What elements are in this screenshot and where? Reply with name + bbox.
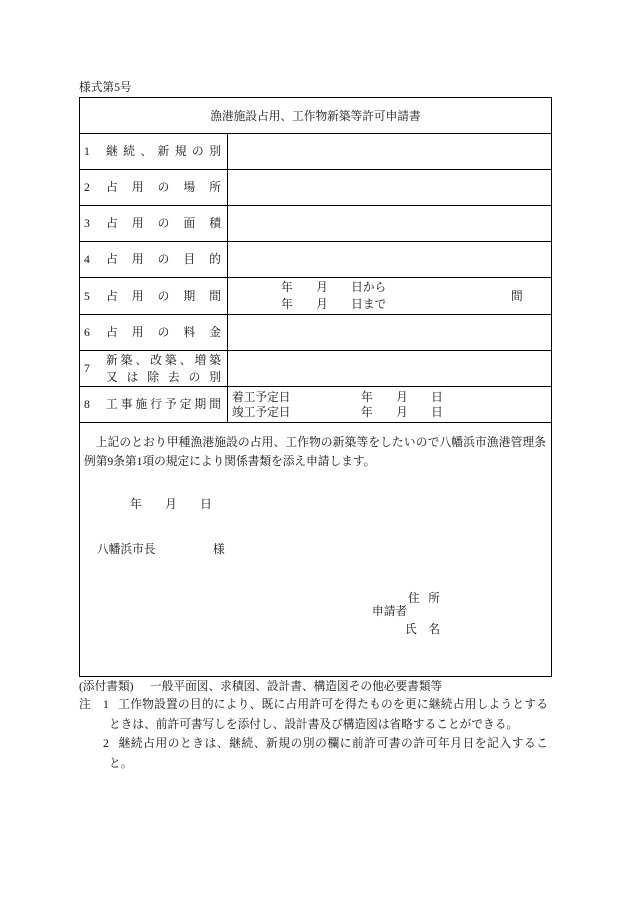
row-label-cell bbox=[80, 170, 228, 205]
label-char: 間 bbox=[209, 398, 221, 411]
label-char: 用 bbox=[131, 289, 144, 303]
row-label-cell bbox=[80, 387, 228, 422]
occupancy-period-value bbox=[228, 278, 551, 314]
row-label-line1 bbox=[106, 352, 221, 369]
row-label bbox=[106, 396, 221, 413]
row-number: 2 bbox=[84, 181, 90, 194]
row-label-cell bbox=[80, 278, 228, 314]
application-date: 年 月 日 bbox=[130, 498, 212, 511]
period-lines bbox=[281, 278, 386, 314]
row-label bbox=[106, 324, 221, 341]
applicant-name-label bbox=[405, 621, 440, 638]
note-mark: 注 bbox=[79, 698, 91, 711]
label-char: 除 bbox=[147, 370, 160, 384]
end-label: 竣工予定日 bbox=[232, 405, 291, 419]
row-label-box bbox=[106, 206, 221, 241]
occupancy-area-value bbox=[228, 206, 551, 241]
row-occupancy-purpose bbox=[80, 242, 551, 278]
end-date: 年 月 日 bbox=[361, 405, 443, 419]
label-char: 予 bbox=[165, 398, 177, 411]
row-label-cell bbox=[80, 351, 228, 386]
start-label: 着工予定日 bbox=[232, 390, 291, 404]
addressee-honorific: 様 bbox=[213, 543, 225, 556]
row-number: 5 bbox=[84, 289, 90, 303]
label-char: 用 bbox=[131, 217, 144, 230]
row-label-line2 bbox=[106, 369, 221, 386]
label-char: 新 bbox=[157, 145, 170, 158]
end-schedule-line bbox=[232, 405, 443, 420]
construction-type-value bbox=[228, 351, 551, 386]
note-item bbox=[79, 734, 548, 773]
label-char: 目 bbox=[183, 253, 196, 266]
label-char: 場 bbox=[183, 181, 196, 194]
label-char: 用 bbox=[131, 181, 144, 194]
label-char: 、 bbox=[135, 353, 148, 367]
schedule-lines bbox=[232, 387, 443, 422]
row-number: 1 bbox=[84, 145, 90, 158]
label-char: 期 bbox=[183, 289, 196, 303]
row-occupancy-location bbox=[80, 170, 551, 206]
note-number: 1 bbox=[103, 698, 109, 711]
label-char: 又 bbox=[106, 370, 118, 384]
label-char: 名 bbox=[428, 623, 440, 636]
label-char: 別 bbox=[209, 145, 221, 158]
row-construction-type bbox=[80, 351, 551, 387]
label-char: 期 bbox=[194, 398, 207, 411]
form-title-row bbox=[80, 98, 551, 134]
row-number: 3 bbox=[84, 217, 90, 230]
label-char: の bbox=[157, 181, 170, 194]
application-statement: 上記のとおり甲種漁港施設の占用、工作物の新築等をしたいので八幡浜市漁港管理条例第9条第1項の規定により関係書類を添え申請します。 bbox=[84, 436, 546, 468]
label-char: 的 bbox=[209, 253, 221, 266]
label-char: 面 bbox=[183, 217, 196, 230]
row-label-cell bbox=[80, 315, 228, 350]
note-text: 継続占用のときは、継続、新規の別の欄に前許可書の許可年月日を記入すること。 bbox=[109, 737, 548, 770]
row-occupancy-period bbox=[80, 278, 551, 315]
occupancy-fee-value bbox=[228, 315, 551, 350]
label-char: 間 bbox=[209, 289, 221, 303]
row-label-cell bbox=[80, 206, 228, 241]
start-date: 年 月 日 bbox=[361, 390, 443, 404]
row-label-cell bbox=[80, 242, 228, 277]
row-continuation-new bbox=[80, 134, 551, 170]
label-char: 占 bbox=[106, 253, 118, 266]
label-char: の bbox=[157, 326, 170, 339]
form-number: 様式第5号 bbox=[79, 81, 132, 94]
label-char: 、 bbox=[140, 145, 153, 158]
applicant-heading: 申請者 bbox=[372, 605, 408, 618]
row-label bbox=[106, 251, 221, 268]
label-char: の bbox=[192, 145, 204, 158]
label-char: 占 bbox=[106, 326, 118, 339]
application-form-table bbox=[79, 97, 552, 677]
row-number: 7 bbox=[84, 362, 90, 375]
label-char: 新 bbox=[106, 353, 118, 367]
note-item bbox=[79, 695, 548, 734]
continuation-new-value bbox=[228, 134, 551, 169]
label-char: 所 bbox=[209, 181, 221, 194]
note-text: 工作物設置の目的により、既に占用許可を得たものを更に継続占用しようとするときは、前許可書写しを添付し、設計書及び構造図は省略することができる。 bbox=[109, 698, 548, 731]
attachments-label: (添付書類) bbox=[79, 680, 134, 693]
row-label-box bbox=[106, 387, 221, 422]
label-char: 占 bbox=[106, 217, 118, 230]
label-char: 去 bbox=[167, 370, 180, 384]
notes bbox=[79, 695, 548, 773]
row-label bbox=[106, 288, 221, 305]
row-label-box bbox=[106, 351, 221, 386]
note-number: 2 bbox=[103, 737, 109, 750]
label-char: 築 bbox=[120, 353, 133, 367]
period-to: 年 月 日まで bbox=[281, 298, 387, 311]
row-number: 4 bbox=[84, 253, 90, 266]
label-char: 料 bbox=[183, 326, 196, 339]
occupancy-location-value bbox=[228, 170, 551, 205]
row-label-box bbox=[106, 134, 221, 169]
label-char: 占 bbox=[106, 289, 118, 303]
label-char: の bbox=[188, 370, 201, 384]
label-char: 改 bbox=[150, 353, 162, 367]
form-title: 漁港施設占用、工作物新築等許可申請書 bbox=[210, 109, 421, 123]
period-suffix: 間 bbox=[511, 290, 523, 303]
label-char: 用 bbox=[131, 326, 144, 339]
row-number: 8 bbox=[84, 398, 90, 411]
label-char: の bbox=[157, 253, 170, 266]
label-char: 積 bbox=[209, 217, 221, 230]
row-label bbox=[106, 143, 221, 160]
period-from: 年 月 日から bbox=[281, 281, 387, 294]
row-construction-schedule bbox=[80, 387, 551, 423]
label-char: 金 bbox=[209, 326, 221, 339]
application-statement-cell bbox=[80, 423, 551, 676]
label-char: 築 bbox=[209, 353, 221, 367]
label-char: 占 bbox=[106, 181, 118, 194]
label-char: 定 bbox=[179, 398, 192, 411]
label-char: 用 bbox=[131, 253, 144, 266]
addressee-name: 八幡浜市長 bbox=[97, 543, 156, 556]
start-schedule-line bbox=[232, 390, 443, 405]
label-char: 住 bbox=[408, 592, 420, 605]
label-char: 行 bbox=[150, 398, 162, 411]
label-char: 工 bbox=[106, 398, 118, 411]
label-char: 氏 bbox=[405, 623, 417, 636]
row-occupancy-fee bbox=[80, 315, 551, 351]
occupancy-purpose-value bbox=[228, 242, 551, 277]
label-char: 続 bbox=[123, 145, 135, 158]
construction-schedule-value bbox=[228, 387, 551, 422]
label-char: 別 bbox=[209, 370, 221, 384]
row-label-box bbox=[106, 278, 221, 314]
row-label-cell bbox=[80, 134, 228, 169]
label-char: 所 bbox=[428, 592, 440, 605]
row-label-box bbox=[106, 242, 221, 277]
label-char: 継 bbox=[106, 145, 118, 158]
attachments-text: 一般平面図、求積図、設計書、構造図その他必要書類等 bbox=[150, 680, 443, 693]
row-label bbox=[106, 215, 221, 232]
label-char: 施 bbox=[135, 398, 148, 411]
row-label-box bbox=[106, 170, 221, 205]
row-label-box bbox=[106, 315, 221, 350]
row-occupancy-area bbox=[80, 206, 551, 242]
label-char: の bbox=[157, 289, 170, 303]
label-char: 増 bbox=[194, 353, 207, 367]
label-char: 規 bbox=[174, 145, 187, 158]
label-char: 築 bbox=[165, 353, 177, 367]
applicant-address-label bbox=[408, 590, 440, 607]
row-number: 6 bbox=[84, 326, 90, 339]
label-char: は bbox=[126, 370, 139, 384]
label-char: の bbox=[157, 217, 170, 230]
label-char: 、 bbox=[179, 353, 192, 367]
label-char: 事 bbox=[120, 398, 133, 411]
row-label bbox=[106, 179, 221, 196]
